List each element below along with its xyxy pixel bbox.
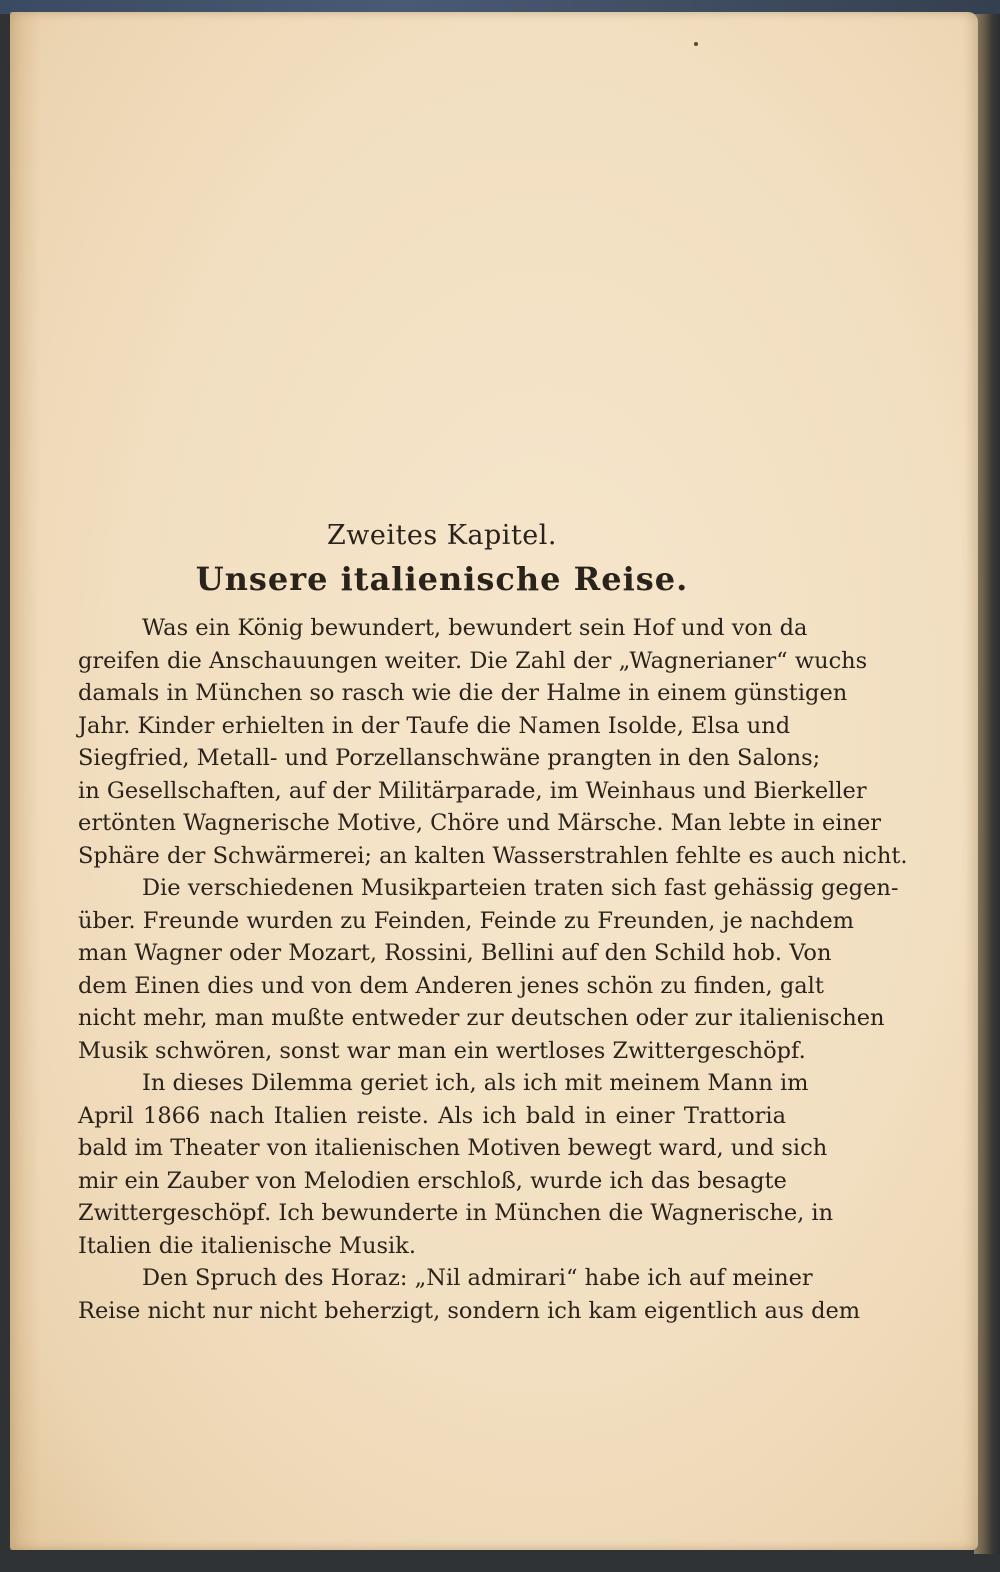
text-line: über. Freunde wurden zu Feinden, Feinde zu Freunden, je nachdem [78, 907, 855, 934]
text-line: Jahr. Kinder erhielten in der Taufe die Namen Isolde, Elsa und [78, 712, 791, 739]
text-line: mir ein Zauber von Melodien erschloß, wurde ich das besagte [78, 1167, 787, 1194]
page-text [78, 516, 908, 1327]
text-line: dem Einen dies und von dem Anderen jenes schön zu finden, galt [78, 972, 824, 999]
paragraph-2 [78, 872, 899, 1067]
text-line: bald im Theater von italienischen Motiven bewegt ward, und sich [78, 1135, 828, 1161]
paper-speck [694, 42, 698, 46]
text-line: April 1866 nach Italien reiste. Als ich bald in einer Trattoria [78, 1102, 786, 1129]
text-line: Zwittergeschöpf. Ich bewunderte in München die Wagnerische, in [78, 1200, 834, 1226]
text-line: in Gesellschaften, auf der Militärparade, im Weinhaus und Bierkeller [78, 777, 867, 804]
text-line: Was ein König bewundert, bewundert sein Hof und von da [142, 615, 808, 641]
text-line: Die verschiedenen Musikparteien traten sich fast gehässig gegen- [142, 875, 899, 901]
text-line: In dieses Dilemma geriet ich, als ich mit meinem Mann im [142, 1070, 809, 1096]
chapter-label: Zweites Kapitel. [327, 520, 557, 551]
text-line: Den Spruch des Horaz: „Nil admirari“ habe ich auf meiner [142, 1265, 813, 1291]
paragraph-4 [78, 1262, 861, 1327]
text-line: Musik schwören, sonst war man ein wertloses Zwittergeschöpf. [78, 1037, 806, 1064]
chapter-title: Unsere italienische Reise. [195, 560, 689, 598]
text-line: ertönten Wagnerische Motive, Chöre und Märsche. Man lebte in einer [78, 810, 882, 836]
text-line: Reise nicht nur nicht beherzigt, sondern ich kam eigentlich aus dem [78, 1297, 861, 1324]
text-line: Siegfried, Metall- und Porzellanschwäne prangten in den Salons; [78, 745, 821, 771]
text-line: greifen die Anschauungen weiter. Die Zahl der „Wagnerianer“ wuchs [78, 647, 868, 674]
text-line: Sphäre der Schwärmerei; an kalten Wasserstrahlen fehlte es auch nicht. [78, 842, 908, 869]
text-line: Italien die italienische Musik. [78, 1232, 416, 1259]
paragraph-3 [78, 1067, 834, 1262]
text-line: damals in München so rasch wie die der Halme in einem günstigen [78, 680, 848, 706]
text-line: nicht mehr, man mußte entweder zur deutschen oder zur italienischen [78, 1005, 885, 1031]
text-line: man Wagner oder Mozart, Rossini, Bellini auf den Schild hob. Von [78, 940, 832, 966]
paragraph-1 [78, 612, 908, 872]
